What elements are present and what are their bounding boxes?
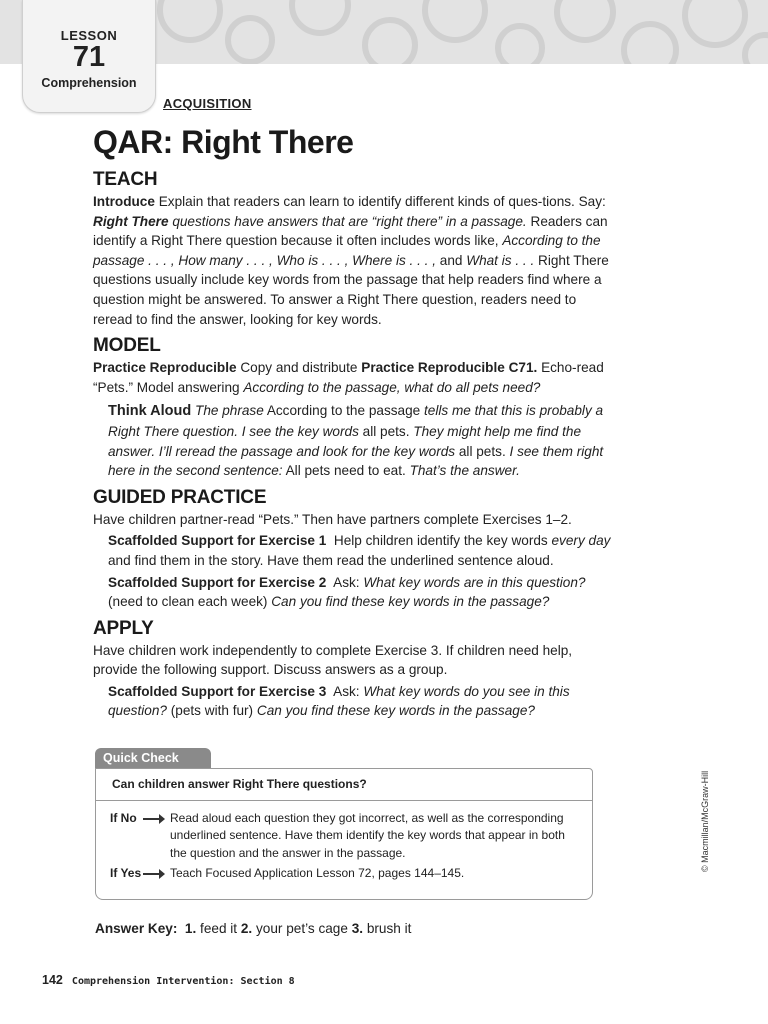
scaffold-exercise-1	[93, 531, 613, 570]
page-footer	[42, 973, 295, 987]
teach-text-3: questions have answers that are “right there” in a passage.	[172, 213, 527, 229]
scaffold-1-text-b: every day	[551, 533, 611, 549]
model-text-4: According to the passage, what do all pets need?	[243, 379, 541, 395]
answer-1-number: 1.	[184, 921, 197, 936]
teach-text-8: Right There questions usually include key words from the passage that help readers find where a question might be answered. To answer a Right There question, readers need to reread to find the answer, looking for key words.	[93, 252, 609, 327]
scaffold-2-text-d: Can you find these key words in the passage?	[271, 594, 550, 610]
think-text-9: That’s the answer.	[409, 463, 520, 479]
scaffold-3-label: Scaffolded Support for Exercise 3	[108, 683, 327, 699]
teach-text-2: Right There	[93, 213, 169, 229]
if-no-label: If No	[110, 810, 137, 825]
quick-check-box	[95, 748, 593, 900]
model-text-1: Copy and distribute	[240, 360, 358, 376]
page-title: QAR: Right There	[93, 124, 354, 160]
scaffold-1-label: Scaffolded Support for Exercise 1	[108, 533, 327, 549]
answer-1: feed it	[200, 921, 238, 936]
guided-practice-heading: GUIDED PRACTICE	[93, 486, 267, 508]
think-text-2: According to the passage	[266, 403, 421, 419]
scaffold-2-text-c: (need to clean each week)	[108, 594, 268, 610]
lesson-label: LESSON	[60, 28, 118, 43]
answer-3: brush it	[366, 921, 412, 936]
if-no-row	[96, 810, 576, 863]
quick-check-panel	[95, 768, 593, 900]
model-text-3: Echo-read “Pets.” Model answering	[93, 360, 604, 395]
think-text-8: All pets need to eat.	[285, 463, 406, 479]
lesson-content	[93, 168, 613, 721]
teach-text-5: According to the passage . . . , How many . . . , Who is . . . , Where is . . . ,	[93, 233, 601, 268]
scaffold-exercise-3	[93, 682, 613, 721]
guided-intro: Have children partner-read “Pets.” Then have partners complete Exercises 1–2.	[93, 511, 572, 527]
model-heading: MODEL	[93, 335, 161, 357]
scaffold-3-text-a: Ask:	[333, 683, 360, 699]
teach-text-4: Readers can identify a Right There question because it often includes words like,	[93, 213, 608, 249]
teach-heading: TEACH	[93, 169, 158, 190]
section-label: Comprehension Intervention: Section 8	[71, 976, 295, 987]
think-aloud-paragraph	[93, 401, 613, 480]
think-text-1: The phrase	[195, 403, 264, 419]
teach-text-7: What is . . .	[466, 252, 535, 268]
think-text-7: I see them right here in the second sentence:	[108, 443, 604, 479]
introduce-label: Introduce	[93, 194, 155, 209]
lesson-category: Comprehension	[41, 76, 137, 90]
lesson-number: 71	[72, 41, 106, 73]
copyright-notice: © Macmillan/McGraw-Hill	[700, 770, 710, 872]
teach-text-1: Explain that readers can learn to identify different kinds of ques-tions. Say:	[158, 194, 606, 209]
scaffold-3-text-c: (pets with fur)	[170, 703, 254, 719]
model-paragraph	[93, 358, 613, 397]
scaffold-2-text-a: Ask:	[333, 574, 360, 590]
strand-label: ACQUISITION	[163, 96, 252, 111]
quick-check-question: Can children answer Right There questions?	[96, 769, 592, 801]
if-yes-row	[96, 865, 576, 883]
teach-paragraph	[93, 192, 613, 329]
page-number: 142	[42, 973, 63, 987]
if-yes-label: If Yes	[110, 866, 142, 880]
scaffold-exercise-2	[93, 573, 613, 612]
answer-key-label: Answer Key:	[95, 921, 178, 936]
answer-2: your pet’s cage	[255, 921, 348, 936]
apply-intro: Have children work independently to complete Exercise 3. If children need help, provide the following support. Discuss answers as a group.	[93, 642, 573, 678]
if-no-text: Read aloud each question they got incorrect, as well as the corresponding underlined sentence. Have them identify the key words that appear in both the question and the answer in the passage.	[170, 810, 565, 860]
model-lead: Practice Reproducible	[93, 360, 237, 376]
scaffold-1-text-c: and find them in the story. Have them read the underlined sentence aloud.	[108, 552, 554, 568]
scaffold-2-text-b: What key words are in this question?	[363, 574, 586, 590]
quick-check-tab: Quick Check	[95, 748, 211, 768]
scaffold-2-label: Scaffolded Support for Exercise 2	[108, 574, 327, 590]
think-aloud-label: Think Aloud	[108, 403, 192, 420]
scaffold-1-text-a: Help children identify the key words	[333, 533, 548, 549]
answer-3-number: 3.	[351, 921, 364, 936]
if-yes-text: Teach Focused Application Lesson 72, pages 144–145.	[170, 866, 465, 880]
scaffold-3-text-b: What key words do you see in this question?	[108, 683, 570, 719]
model-text-2: Practice Reproducible C71.	[361, 360, 538, 376]
answer-key	[95, 921, 411, 936]
think-text-6: all pets.	[458, 443, 506, 459]
arrow-right-icon	[143, 873, 163, 875]
scaffold-3-text-d: Can you find these key words in the passage?	[256, 703, 535, 719]
think-text-3: tells me that this is probably a Right There question. I see the key words	[108, 403, 604, 439]
teach-text-6: and	[439, 252, 463, 268]
arrow-right-icon	[143, 818, 163, 820]
answer-2-number: 2.	[240, 921, 253, 936]
think-text-4: all pets.	[362, 423, 410, 439]
think-text-5: They might help me find the answer. I’ll reread the passage and look for the key words	[108, 423, 582, 459]
apply-heading: APPLY	[93, 617, 154, 639]
lesson-tab	[22, 0, 156, 113]
